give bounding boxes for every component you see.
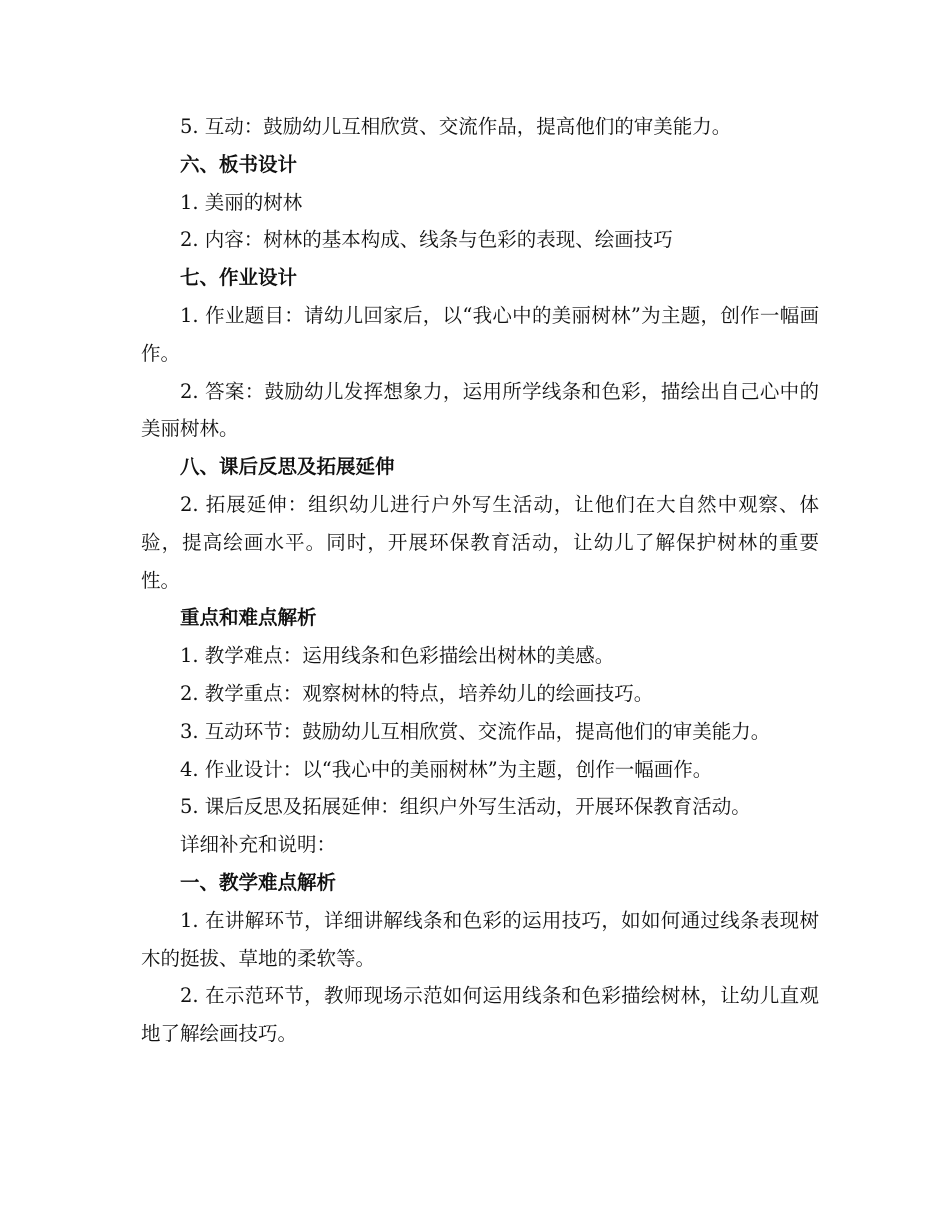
heading-homework-design: 七、作业设计 <box>180 266 298 290</box>
paragraph-interaction: 5. 互动：鼓励幼儿互相欣赏、交流作品，提高他们的审美能力。 <box>180 115 732 138</box>
document-body <box>141 108 819 1053</box>
paragraph-homework-topic: 1. 作业题目：请幼儿回家后，以“我心中的美丽树林”为主题，创作一幅画作。 <box>141 303 819 365</box>
heading-difficulty-analysis: 一、教学难点解析 <box>180 870 337 894</box>
paragraph-key-point-2: 2. 教学重点：观察树林的特点，培养幼儿的绘画技巧。 <box>180 681 654 705</box>
paragraph-homework-answer: 2. 答案：鼓励幼儿发挥想象力，运用所学线条和色彩，描绘出自己心中的美丽树林。 <box>141 379 819 441</box>
paragraph-key-point-4: 4. 作业设计：以“我心中的美丽树林”为主题，创作一幅画作。 <box>180 757 713 781</box>
paragraph-board-item-1: 1. 美丽的树林 <box>180 190 303 214</box>
paragraph-board-item-2: 2. 内容：树林的基本构成、线条与色彩的表现、绘画技巧 <box>180 228 673 252</box>
heading-reflection-extension: 八、课后反思及拓展延伸 <box>180 455 395 479</box>
paragraph-key-point-3: 3. 互动环节：鼓励幼儿互相欣赏、交流作品，提高他们的审美能力。 <box>180 719 771 743</box>
paragraph-supplement-intro: 详细补充和说明： <box>180 833 337 857</box>
paragraph-key-point-1: 1. 教学难点：运用线条和色彩描绘出树林的美感。 <box>180 644 615 668</box>
paragraph-extension: 2. 拓展延伸：组织幼儿进行户外写生活动，让他们在大自然中观察、体验，提高绘画水平。同时，开展环保教育活动，让幼儿了解保护树林的重要性。 <box>141 492 819 592</box>
paragraph-key-point-5: 5. 课后反思及拓展延伸：组织户外写生活动，开展环保教育活动。 <box>180 795 751 819</box>
paragraph-difficulty-1: 1. 在讲解环节，详细讲解线条和色彩的运用技巧，如如何通过线条表现树木的挺拔、草地的柔软等。 <box>141 908 819 970</box>
heading-board-design: 六、板书设计 <box>180 152 298 176</box>
paragraph-difficulty-2: 2. 在示范环节，教师现场示范如何运用线条和色彩描绘树林，让幼儿直观地了解绘画技巧。 <box>141 984 819 1046</box>
heading-key-points: 重点和难点解析 <box>180 606 317 630</box>
